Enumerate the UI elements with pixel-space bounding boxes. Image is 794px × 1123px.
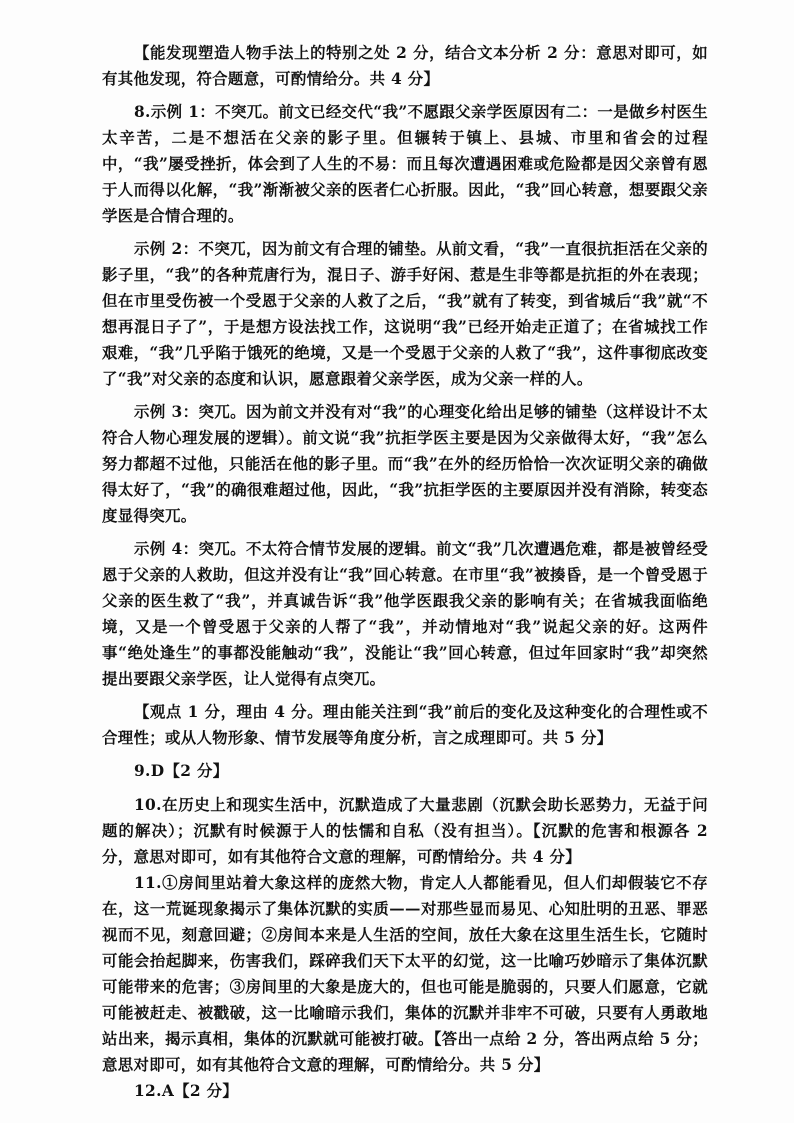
q8-example-4: 示例 4：突兀。不太符合情节发展的逻辑。前文“我”几次遭遇危难，都是被曾经受恩于父亲的人救助，但这并没有让“我”回心转意。在市里“我”被揍昏，是一个曾受恩于父亲的医生救了“我”，并真诚告诉“我”他学医跟我父亲的影响有关；在省城我面临绝境，又是一个曾受恩于父亲的人帮了“我”，并动情地对“我”说起父亲的好。这两件事“绝处逢生”的事都没能触动“我”，没能让“我”回心转意，但过年回家时“我”却突然提出要跟父亲学医，让人觉得有点突兀。 [102,540,708,688]
q12-answer: 12.A【2 分】 [134,1082,239,1100]
q9-answer: 9.D【2 分】 [134,762,229,780]
q8-scoring-note: 【观点 1 分，理由 4 分。理由能关注到“我”前后的变化及这种变化的合理性或不合理性；或从人物形象、情节发展等角度分析，言之成理即可。共 5 分】 [102,703,708,747]
q8-example-2: 示例 2：不突兀，因为前文有合理的铺垫。从前文看，“我”一直很抗拒活在父亲的影子里，“我”的各种荒唐行为，混日子、游手好闲、惹是生非等都是抗拒的外在表现；但在市里受伤被一个受恩于父亲的人救了之后，“我”就有了转变，到省城后“我”就“不想再混日子了”，于是想方设法找工作，这说明“我”已经开始走正道了；在省城找工作艰难，“我”几乎陷于饿死的绝境，又是一个受恩于父亲的人救了“我”，这件事彻底改变了“我”对父亲的态度和认识，愿意跟着父亲学医，成为父亲一样的人。 [102,240,708,388]
q8-example-3: 示例 3：突兀。因为前文并没有对“我”的心理变化给出足够的铺垫（这样设计不太符合人物心理发展的逻辑）。前文说“我”抗拒学医主要是因为父亲做得太好，“我”怎么努力都超不过他，只能活在他的影子里。而“我”在外的经历恰恰一次次证明父亲的确做得太好了，“我”的确很难超过他，因此，“我”抗拒学医的主要原因并没有消除，转变态度显得突兀。 [102,403,708,525]
q8-example-1: 8.示例 1：不突兀。前文已经交代“我”不愿跟父亲学医原因有二：一是做乡村医生太辛苦，二是不想活在父亲的影子里。但辗转于镇上、县城、市里和省会的过程中，“我”屡受挫折，体会到了人生的不易：而且每次遭遇困难或危险都是因父亲曾有恩于人而得以化解，“我”渐渐被父亲的医者仁心折服。因此，“我”回心转意，想要跟父亲学医是合情合理的。 [102,103,708,225]
q11-answer: 11.①房间里站着大象这样的庞然大物，肯定人人都能看见，但人们却假装它不存在，这一荒诞现象揭示了集体沉默的实质——对那些显而易见、心知肚明的丑恶、罪恶视而不见，刻意回避；②房间本来是人生活的空间，放任大象在这里生活生长，它随时可能会抬起脚来，伤害我们，踩碎我们天下太平的幻觉，这一比喻巧妙暗示了集体沉默可能带来的危害；③房间里的大象是庞大的，但也可能是脆弱的，只要人们愿意，它就可能被赶走、被戳破，这一比喻暗示我们，集体的沉默并非牢不可破，只要有人勇敢地站出来，揭示真相，集体的沉默就可能被打破。【答出一点给 2 分，答出两点给 5 分；意思对即可，如有其他符合文意的理解，可酌情给分。共 5 分】 [102,874,708,1074]
q10-answer: 10.在历史上和现实生活中，沉默造成了大量悲剧（沉默会助长恶势力，无益于问题的解决）；沉默有时候源于人的怯懦和自私（没有担当）。【沉默的危害和根源各 2 分，意思对即可，如有其他符合文意的理解，可酌情给分。共 4 分】 [102,796,708,866]
answer-key-text [102,40,708,1104]
q7-scoring-note: 【能发现塑造人物手法上的特别之处 2 分，结合文本分析 2 分：意思对即可，如有其他发现，符合题意，可酌情给分。共 4 分】 [102,44,708,88]
